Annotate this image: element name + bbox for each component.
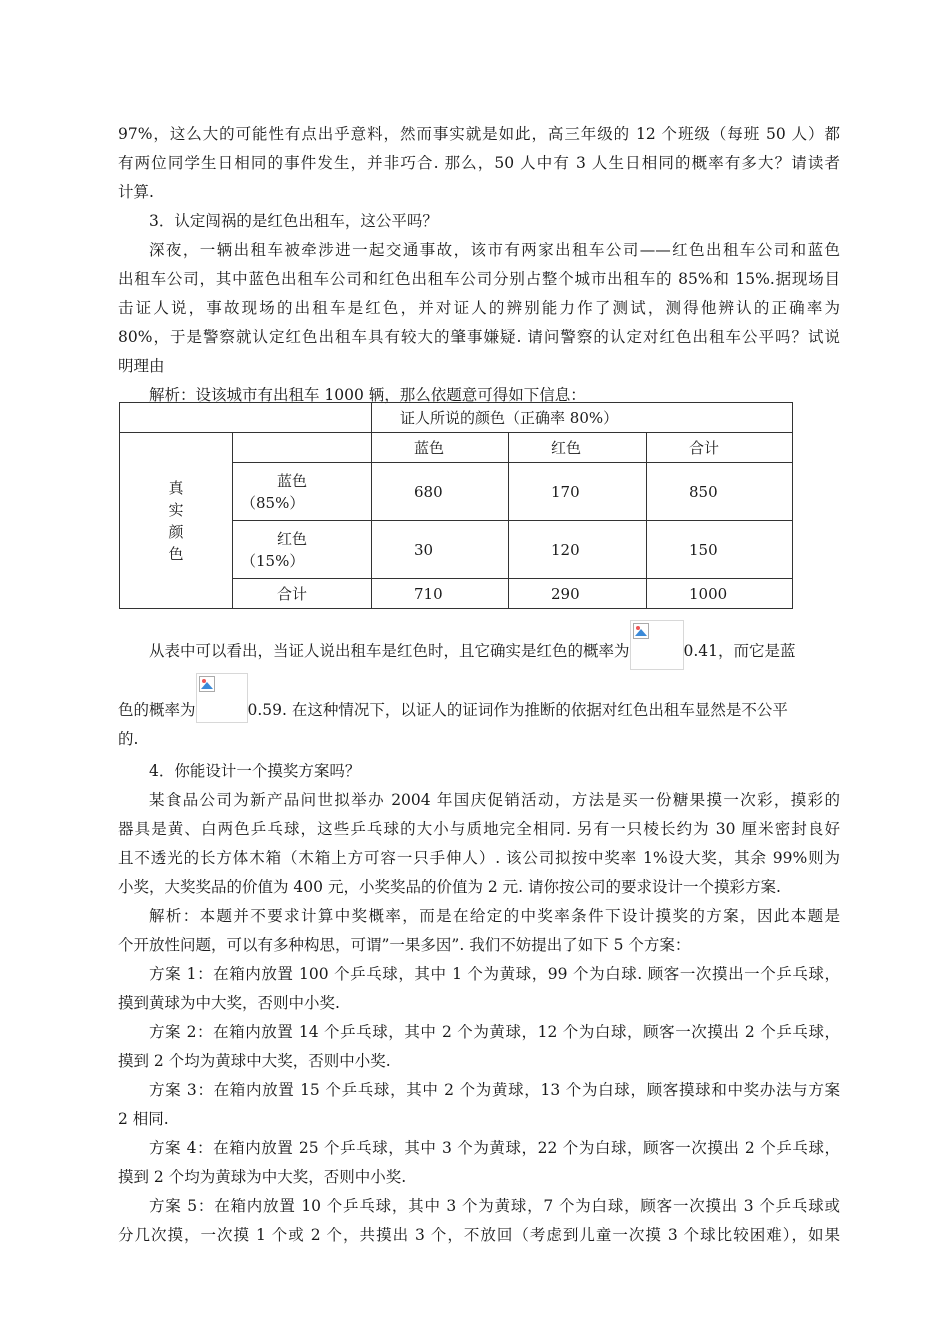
formula-image-icon	[196, 673, 248, 723]
upper-text	[118, 120, 840, 410]
table-cell: 1000	[647, 579, 793, 609]
table-cell: 710	[372, 579, 509, 609]
table-cell: 680	[372, 463, 509, 521]
column-header: 合计	[647, 433, 793, 463]
column-header: 红色	[509, 433, 647, 463]
table-corner-cell	[120, 403, 372, 433]
text-line: 出租车公司，其中蓝色出租车公司和红色出租车公司分别占整个城市出租车的 85%和 15%.据现场目	[118, 270, 840, 288]
row-label-sub: （15%）	[241, 551, 305, 570]
table-cell: 120	[509, 521, 647, 579]
row-label	[233, 463, 372, 521]
plan-5-line: 分几次摸，一次摸 1 个或 2 个，共摸出 3 个，不放回（考虑到儿童一次摸 3 个球比较困难），如果	[118, 1226, 840, 1244]
plan-4-line: 摸到 2 个均为黄球为中大奖，否则中小奖.	[118, 1168, 407, 1186]
row-label	[233, 521, 372, 579]
row-group-char: 实	[168, 500, 184, 519]
plan-5-line: 方案 5：在箱内放置 10 个乒乓球，其中 3 个为黄球，7 个为白球，顾客一次摸出 3 个乒乓球或	[149, 1197, 840, 1215]
lower-text	[118, 757, 840, 1250]
taxi-color-table	[119, 402, 793, 609]
plan-2-line: 方案 2：在箱内放置 14 个乒乓球，其中 2 个为黄球，12 个为白球，顾客一次摸出 2 个乒乓球，	[149, 1023, 840, 1041]
section-3-title: 3．认定闯祸的是红色出租车，这公平吗？	[149, 212, 438, 230]
column-header: 蓝色	[372, 433, 509, 463]
conclusion-value: 0.41，而它是蓝	[683, 642, 796, 660]
text-line: 击证人说，事故现场的出租车是红色，并对证人的辨别能力作了测试，测得他辨认的正确率为	[118, 299, 840, 317]
row-group-label	[120, 433, 233, 609]
plan-3-line: 方案 3：在箱内放置 15 个乒乓球，其中 2 个为黄球，13 个为白球，顾客摸球和中奖办法与方案	[149, 1081, 840, 1099]
text-line: 80%，于是警察就认定红色出租车具有较大的肇事嫌疑. 请问警察的认定对红色出租车公平吗？试说	[118, 328, 840, 346]
text-line: 深夜，一辆出租车被牵涉进一起交通事故，该市有两家出租车公司——红色出租车公司和蓝色	[149, 241, 840, 259]
text-line: 明理由	[118, 357, 165, 375]
text-line: 计算.	[118, 183, 154, 201]
empty-cell	[233, 433, 372, 463]
section-4-title: 4．你能设计一个摸奖方案吗？	[149, 762, 361, 780]
table-cell: 30	[372, 521, 509, 579]
text-line: 且不透光的长方体木箱（木箱上方可容一只手伸人）. 该公司拟按中奖率 1%设大奖，其余 99%则为	[118, 849, 840, 867]
conclusion-line-1	[118, 638, 840, 670]
plan-1-line: 摸到黄球为中大奖，否则中小奖.	[118, 994, 340, 1012]
conclusion-text: 色的概率为	[118, 701, 196, 719]
text-line: 器具是黄、白两色乒乓球，这些乒乓球的大小与质地完全相同. 另有一只棱长约为 30 厘米密封良好	[118, 820, 840, 838]
conclusion-text: 从表中可以看出，当证人说出租车是红色时，且它确实是红色的概率为	[149, 642, 630, 660]
text-line: 小奖，大奖奖品的价值为 400 元，小奖奖品的价值为 2 元. 请你按公司的要求设计一个摸彩方案.	[118, 878, 781, 896]
row-label-sub: （85%）	[241, 493, 305, 512]
row-group-char: 真	[168, 478, 184, 497]
row-label-main: 红色	[277, 529, 308, 548]
table-cell: 150	[647, 521, 793, 579]
plan-3-line: 2 相同.	[118, 1110, 169, 1128]
text-line: 某食品公司为新产品问世拟举办 2004 年国庆促销活动，方法是买一份糖果摸一次彩，摸彩的	[149, 791, 840, 809]
plan-4-line: 方案 4：在箱内放置 25 个乒乓球，其中 3 个为黄球，22 个为白球，顾客一次摸出 2 个乒乓球，	[149, 1139, 840, 1157]
table-cell: 170	[509, 463, 647, 521]
analysis-intro: 解析：设该城市有出租车 1000 辆，那么依题意可得如下信息：	[149, 386, 586, 404]
conclusion-value: 0.59. 在这种情况下，以证人的证词作为推断的依据对红色出租车显然是不公平	[247, 701, 788, 719]
plan-2-line: 摸到 2 个均为黄球中大奖，否则中小奖.	[118, 1052, 391, 1070]
text-line: 有两位同学生日相同的事件发生，并非巧合. 那么，50 人中有 3 人生日相同的概率有多大？请读者	[118, 154, 840, 172]
conclusion-line-3: 的.	[118, 730, 139, 748]
table-header: 证人所说的颜色（正确率 80%）	[372, 403, 793, 433]
conclusion-line-2	[118, 697, 840, 723]
row-label: 合计	[233, 579, 372, 609]
text-line: 个开放性问题，可以有多种构思，可谓”一果多因”. 我们不妨提出了如下 5 个方案：	[118, 936, 691, 954]
row-label-main: 蓝色	[277, 471, 308, 490]
text-line: 解析：本题并不要求计算中奖概率，而是在给定的中奖率条件下设计摸奖的方案，因此本题是	[149, 907, 840, 925]
formula-image-icon	[630, 620, 684, 670]
text-line: 97%，这么大的可能性有点出乎意料，然而事实就是如此，高三年级的 12 个班级（每班 50 人）都	[118, 125, 840, 143]
table-cell: 290	[509, 579, 647, 609]
row-group-char: 色	[168, 544, 184, 563]
table-cell: 850	[647, 463, 793, 521]
plan-1-line: 方案 1：在箱内放置 100 个乒乓球，其中 1 个为黄球，99 个为白球. 顾客一次摸出一个乒乓球，	[149, 965, 840, 983]
row-group-char: 颜	[168, 522, 184, 541]
